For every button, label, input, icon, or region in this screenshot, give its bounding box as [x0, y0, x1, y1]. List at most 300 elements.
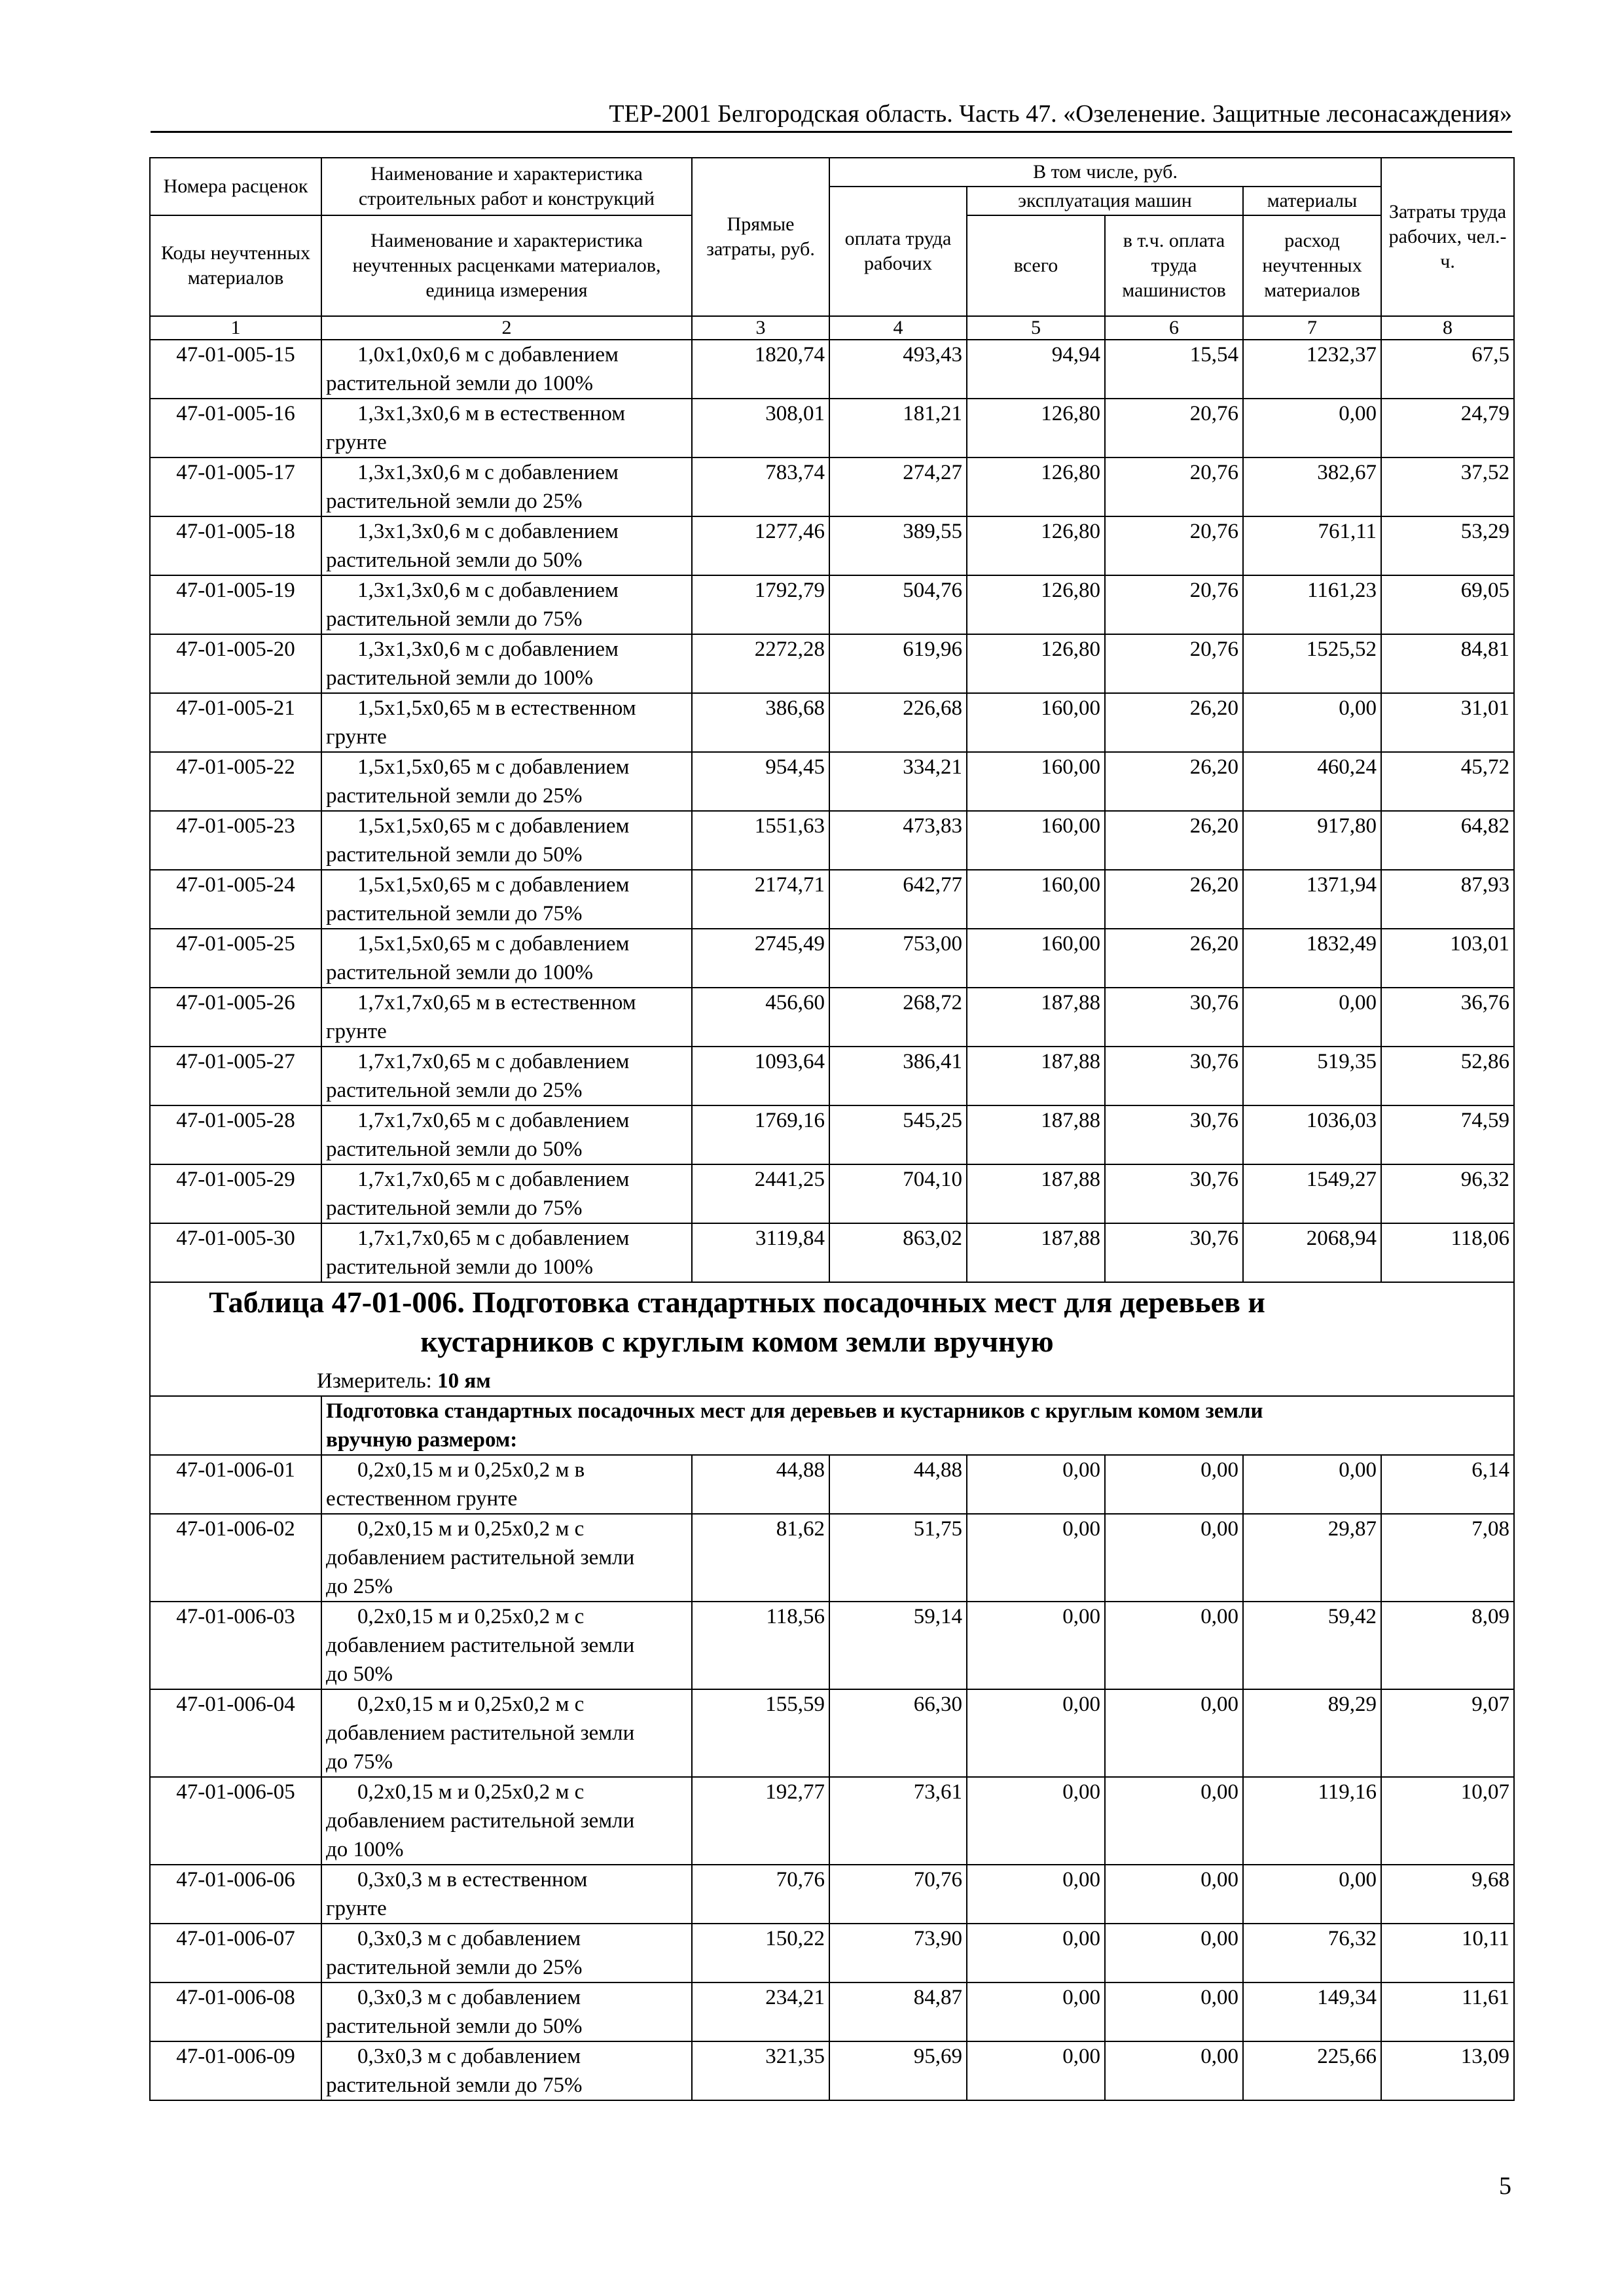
- rate-code: 47-01-005-29: [150, 1164, 321, 1223]
- section-title: [154, 1283, 1320, 1361]
- work-name-line: до 50%: [326, 1662, 393, 1686]
- machinists-pay: 0,00: [1105, 1514, 1243, 1602]
- rate-code: 47-01-005-15: [150, 340, 321, 399]
- machinists-pay: 0,00: [1105, 1865, 1243, 1924]
- work-name: [321, 2041, 692, 2100]
- direct-cost: 44,88: [692, 1455, 829, 1514]
- work-name-line: грунте: [326, 1897, 387, 1920]
- work-name-line: до 75%: [326, 1750, 393, 1774]
- column-number: 5: [967, 316, 1105, 340]
- direct-cost: 1093,64: [692, 1047, 829, 1105]
- table-row: [150, 1455, 1514, 1514]
- labor-pay: 274,27: [829, 457, 967, 516]
- machines-total: 160,00: [967, 929, 1105, 988]
- materials-cost: 519,35: [1243, 1047, 1381, 1105]
- machines-total: 126,80: [967, 399, 1105, 457]
- materials-cost: 382,67: [1243, 457, 1381, 516]
- machines-total: 94,94: [967, 340, 1105, 399]
- table-header: [150, 158, 1514, 340]
- labor-hours: 74,59: [1381, 1105, 1514, 1164]
- work-name: [321, 1924, 692, 1982]
- subheading-line: Подготовка стандартных посадочных мест для деревьев и кустарников с круглым комом земли: [326, 1399, 1263, 1423]
- machines-total: 0,00: [967, 1689, 1105, 1777]
- table-row: [150, 752, 1514, 811]
- labor-pay: 95,69: [829, 2041, 967, 2100]
- rate-code: 47-01-006-07: [150, 1924, 321, 1982]
- column-number: 8: [1381, 316, 1514, 340]
- col-header-direct: Прямые затраты, руб.: [692, 158, 829, 316]
- work-name-line: растительной земли до 25%: [326, 1079, 583, 1102]
- machines-total: 0,00: [967, 1982, 1105, 2041]
- work-name-line: растительной земли до 50%: [326, 1138, 583, 1161]
- work-name: [321, 929, 692, 988]
- labor-pay: 59,14: [829, 1602, 967, 1689]
- section-title-line: кустарников с круглым комом земли вручную: [420, 1325, 1054, 1358]
- machinists-pay: 26,20: [1105, 811, 1243, 870]
- direct-cost: 2174,71: [692, 870, 829, 929]
- work-name-line: 1,7х1,7х0,65 м с добавлением: [357, 1050, 630, 1073]
- col-header-unaccounted-name: Наименование и характеристика неучтенных расценками материалов, единица измерения: [321, 215, 692, 316]
- labor-pay: 84,87: [829, 1982, 967, 2041]
- page-number: 5: [1499, 2172, 1511, 2200]
- work-name: [321, 340, 692, 399]
- col-header-name: Наименование и характеристика строительных работ и конструкций: [321, 158, 692, 215]
- direct-cost: 2272,28: [692, 634, 829, 693]
- labor-hours: 67,5: [1381, 340, 1514, 399]
- direct-cost: 1820,74: [692, 340, 829, 399]
- col-header-labor-pay: оплата труда рабочих: [829, 187, 967, 316]
- direct-cost: 81,62: [692, 1514, 829, 1602]
- labor-pay: 51,75: [829, 1514, 967, 1602]
- rate-code: 47-01-006-03: [150, 1602, 321, 1689]
- col-header-machines-total: всего: [967, 215, 1105, 316]
- labor-hours: 53,29: [1381, 516, 1514, 575]
- labor-hours: 103,01: [1381, 929, 1514, 988]
- work-name-line: растительной земли до 50%: [326, 2015, 583, 2038]
- direct-cost: 456,60: [692, 988, 829, 1047]
- work-name-line: растительной земли до 25%: [326, 784, 583, 808]
- labor-hours: 10,11: [1381, 1924, 1514, 1982]
- work-name-line: растительной земли до 100%: [326, 666, 594, 690]
- machinists-pay: 0,00: [1105, 1924, 1243, 1982]
- machines-total: 0,00: [967, 2041, 1105, 2100]
- work-name-line: 1,5х1,5х0,65 м в естественном: [357, 696, 636, 720]
- work-name-line: 0,3х0,3 м с добавлением: [357, 2045, 581, 2068]
- rate-code: 47-01-006-08: [150, 1982, 321, 2041]
- labor-hours: 64,82: [1381, 811, 1514, 870]
- materials-cost: 1525,52: [1243, 634, 1381, 693]
- work-name: [321, 1047, 692, 1105]
- measure-unit: [154, 1367, 1509, 1395]
- rates-table: [149, 157, 1515, 2101]
- labor-pay: 704,10: [829, 1164, 967, 1223]
- rate-code: 47-01-005-18: [150, 516, 321, 575]
- work-name-line: 1,7х1,7х0,65 м с добавлением: [357, 1227, 630, 1250]
- materials-cost: 0,00: [1243, 693, 1381, 752]
- rate-code: 47-01-006-02: [150, 1514, 321, 1602]
- work-name-line: до 100%: [326, 1838, 404, 1861]
- labor-pay: 473,83: [829, 811, 967, 870]
- materials-cost: 76,32: [1243, 1924, 1381, 1982]
- work-name-line: 1,7х1,7х0,65 м с добавлением: [357, 1109, 630, 1132]
- section-title-cell: [150, 1282, 1514, 1396]
- work-name-line: 0,3х0,3 м с добавлением: [357, 1986, 581, 2009]
- labor-hours: 9,07: [1381, 1689, 1514, 1777]
- labor-pay: 504,76: [829, 575, 967, 634]
- column-number: 2: [321, 316, 692, 340]
- work-name-line: 0,2х0,15 м и 0,25х0,2 м с: [357, 1517, 585, 1541]
- machines-total: 0,00: [967, 1514, 1105, 1602]
- work-name-line: добавлением растительной земли: [326, 1721, 635, 1745]
- direct-cost: 1551,63: [692, 811, 829, 870]
- direct-cost: 118,56: [692, 1602, 829, 1689]
- section-006-heading: [150, 1282, 1514, 1455]
- machines-total: 160,00: [967, 752, 1105, 811]
- table-row: [150, 1982, 1514, 2041]
- materials-cost: 460,24: [1243, 752, 1381, 811]
- labor-pay: 619,96: [829, 634, 967, 693]
- col-header-materials-group: материалы: [1243, 187, 1381, 215]
- table-row: [150, 988, 1514, 1047]
- materials-cost: 225,66: [1243, 2041, 1381, 2100]
- work-name: [321, 988, 692, 1047]
- rate-code: 47-01-005-20: [150, 634, 321, 693]
- work-name: [321, 1602, 692, 1689]
- work-name-line: растительной земли до 75%: [326, 902, 583, 925]
- rate-code: 47-01-005-19: [150, 575, 321, 634]
- work-name-line: грунте: [326, 1020, 387, 1043]
- labor-pay: 73,90: [829, 1924, 967, 1982]
- machinists-pay: 15,54: [1105, 340, 1243, 399]
- labor-pay: 863,02: [829, 1223, 967, 1282]
- machinists-pay: 26,20: [1105, 929, 1243, 988]
- work-name-line: 1,3х1,3х0,6 м в естественном: [357, 402, 626, 425]
- labor-pay: 642,77: [829, 870, 967, 929]
- labor-hours: 9,68: [1381, 1865, 1514, 1924]
- work-name: [321, 811, 692, 870]
- table-body-006: [150, 1455, 1514, 2100]
- work-name-line: растительной земли до 75%: [326, 2073, 583, 2097]
- labor-pay: 545,25: [829, 1105, 967, 1164]
- direct-cost: 783,74: [692, 457, 829, 516]
- machinists-pay: 20,76: [1105, 634, 1243, 693]
- work-name-line: 1,0х1,0х0,6 м с добавлением: [357, 343, 619, 367]
- labor-hours: 52,86: [1381, 1047, 1514, 1105]
- machines-total: 0,00: [967, 1455, 1105, 1514]
- machinists-pay: 26,20: [1105, 870, 1243, 929]
- machinists-pay: 0,00: [1105, 1455, 1243, 1514]
- machines-total: 126,80: [967, 457, 1105, 516]
- direct-cost: 2745,49: [692, 929, 829, 988]
- table-row: [150, 1223, 1514, 1282]
- work-name: [321, 1982, 692, 2041]
- materials-cost: 0,00: [1243, 1455, 1381, 1514]
- work-name-line: естественном грунте: [326, 1487, 518, 1511]
- column-number: 1: [150, 316, 321, 340]
- table-row: [150, 1865, 1514, 1924]
- work-name-line: 1,3х1,3х0,6 м с добавлением: [357, 579, 619, 602]
- labor-hours: 37,52: [1381, 457, 1514, 516]
- machinists-pay: 30,76: [1105, 1047, 1243, 1105]
- machinists-pay: 30,76: [1105, 1223, 1243, 1282]
- labor-pay: 73,61: [829, 1777, 967, 1865]
- work-name-line: 1,7х1,7х0,65 м в естественном: [357, 991, 636, 1014]
- machines-total: 160,00: [967, 693, 1105, 752]
- machinists-pay: 0,00: [1105, 1602, 1243, 1689]
- work-name-line: грунте: [326, 725, 387, 749]
- table-row: [150, 1164, 1514, 1223]
- table-row: [150, 1924, 1514, 1982]
- col-header-unaccounted-codes: Коды неучтенных материалов: [150, 215, 321, 316]
- work-name-line: грунте: [326, 431, 387, 454]
- machinists-pay: 20,76: [1105, 516, 1243, 575]
- work-name-line: добавлением растительной земли: [326, 1634, 635, 1657]
- machines-total: 126,80: [967, 516, 1105, 575]
- work-name-line: растительной земли до 100%: [326, 372, 594, 395]
- work-name-line: добавлением растительной земли: [326, 1546, 635, 1570]
- work-name: [321, 1514, 692, 1602]
- machinists-pay: 20,76: [1105, 399, 1243, 457]
- subheading-line: вручную размером:: [326, 1428, 518, 1452]
- machinists-pay: 30,76: [1105, 1105, 1243, 1164]
- table-row: [150, 2041, 1514, 2100]
- machines-total: 160,00: [967, 870, 1105, 929]
- work-name-line: 0,3х0,3 м в естественном: [357, 1868, 588, 1892]
- rate-code: 47-01-005-17: [150, 457, 321, 516]
- rate-code: 47-01-005-16: [150, 399, 321, 457]
- work-name: [321, 516, 692, 575]
- work-name: [321, 1105, 692, 1164]
- labor-pay: 386,41: [829, 1047, 967, 1105]
- work-name-line: 1,3х1,3х0,6 м с добавлением: [357, 520, 619, 543]
- work-name-line: 1,5х1,5х0,65 м с добавлением: [357, 755, 630, 779]
- direct-cost: 1769,16: [692, 1105, 829, 1164]
- work-name: [321, 634, 692, 693]
- work-name: [321, 399, 692, 457]
- labor-hours: 8,09: [1381, 1602, 1514, 1689]
- table-row: [150, 1105, 1514, 1164]
- labor-pay: 66,30: [829, 1689, 967, 1777]
- labor-pay: 334,21: [829, 752, 967, 811]
- machines-total: 187,88: [967, 1105, 1105, 1164]
- labor-hours: 45,72: [1381, 752, 1514, 811]
- rate-code: 47-01-005-26: [150, 988, 321, 1047]
- table-row: [150, 399, 1514, 457]
- work-name-line: растительной земли до 100%: [326, 1255, 594, 1279]
- col-header-machines-group: эксплуатация машин: [967, 187, 1243, 215]
- work-name: [321, 752, 692, 811]
- labor-hours: 96,32: [1381, 1164, 1514, 1223]
- materials-cost: 0,00: [1243, 988, 1381, 1047]
- direct-cost: 308,01: [692, 399, 829, 457]
- table-row: [150, 1514, 1514, 1602]
- direct-cost: 321,35: [692, 2041, 829, 2100]
- column-number: 7: [1243, 316, 1381, 340]
- machinists-pay: 0,00: [1105, 1689, 1243, 1777]
- table-row: [150, 929, 1514, 988]
- rate-code: 47-01-006-09: [150, 2041, 321, 2100]
- direct-cost: 2441,25: [692, 1164, 829, 1223]
- labor-pay: 753,00: [829, 929, 967, 988]
- machinists-pay: 0,00: [1105, 1777, 1243, 1865]
- table-row: [150, 693, 1514, 752]
- col-header-labor-hours: Затраты труда рабочих, чел.-ч.: [1381, 158, 1514, 316]
- labor-hours: 6,14: [1381, 1455, 1514, 1514]
- machinists-pay: 26,20: [1105, 752, 1243, 811]
- table-row: [150, 634, 1514, 693]
- labor-hours: 10,07: [1381, 1777, 1514, 1865]
- work-name-line: до 25%: [326, 1575, 393, 1598]
- work-name-line: добавлением растительной земли: [326, 1809, 635, 1833]
- table-row: [150, 811, 1514, 870]
- work-name-line: растительной земли до 25%: [326, 1956, 583, 1979]
- work-name: [321, 693, 692, 752]
- machinists-pay: 30,76: [1105, 988, 1243, 1047]
- work-name: [321, 575, 692, 634]
- labor-hours: 24,79: [1381, 399, 1514, 457]
- column-number: 6: [1105, 316, 1243, 340]
- direct-cost: 70,76: [692, 1865, 829, 1924]
- rate-code: 47-01-006-05: [150, 1777, 321, 1865]
- labor-pay: 226,68: [829, 693, 967, 752]
- labor-pay: 493,43: [829, 340, 967, 399]
- work-name-line: 1,7х1,7х0,65 м с добавлением: [357, 1168, 630, 1191]
- table-row: [150, 870, 1514, 929]
- machinists-pay: 0,00: [1105, 2041, 1243, 2100]
- rate-code: 47-01-006-04: [150, 1689, 321, 1777]
- labor-hours: 118,06: [1381, 1223, 1514, 1282]
- work-name-line: растительной земли до 50%: [326, 843, 583, 867]
- table-row: [150, 1602, 1514, 1689]
- direct-cost: 954,45: [692, 752, 829, 811]
- direct-cost: 3119,84: [692, 1223, 829, 1282]
- machines-total: 0,00: [967, 1865, 1105, 1924]
- table-row: [150, 1689, 1514, 1777]
- materials-cost: 1371,94: [1243, 870, 1381, 929]
- machinists-pay: 0,00: [1105, 1982, 1243, 2041]
- materials-cost: 59,42: [1243, 1602, 1381, 1689]
- materials-cost: 149,34: [1243, 1982, 1381, 2041]
- work-name-line: 1,5х1,5х0,65 м с добавлением: [357, 873, 630, 897]
- work-name: [321, 457, 692, 516]
- rate-code: 47-01-005-25: [150, 929, 321, 988]
- labor-hours: 69,05: [1381, 575, 1514, 634]
- work-name-line: растительной земли до 50%: [326, 548, 583, 572]
- machines-total: 0,00: [967, 1777, 1105, 1865]
- column-number: 3: [692, 316, 829, 340]
- rate-code: 47-01-005-22: [150, 752, 321, 811]
- table-row: [150, 516, 1514, 575]
- direct-cost: 234,21: [692, 1982, 829, 2041]
- direct-cost: 192,77: [692, 1777, 829, 1865]
- table-row: [150, 575, 1514, 634]
- materials-cost: 1832,49: [1243, 929, 1381, 988]
- labor-pay: 268,72: [829, 988, 967, 1047]
- work-name-line: 0,2х0,15 м и 0,25х0,2 м с: [357, 1780, 585, 1804]
- materials-cost: 761,11: [1243, 516, 1381, 575]
- col-header-machinists-pay: в т.ч. оплата труда машинистов: [1105, 215, 1243, 316]
- materials-cost: 917,80: [1243, 811, 1381, 870]
- rate-code: 47-01-005-21: [150, 693, 321, 752]
- table-row: [150, 340, 1514, 399]
- materials-cost: 0,00: [1243, 1865, 1381, 1924]
- machines-total: 160,00: [967, 811, 1105, 870]
- work-name: [321, 1164, 692, 1223]
- work-name-line: 0,2х0,15 м и 0,25х0,2 м в: [357, 1458, 585, 1482]
- machinists-pay: 20,76: [1105, 457, 1243, 516]
- work-name: [321, 1223, 692, 1282]
- work-name-line: растительной земли до 75%: [326, 607, 583, 631]
- direct-cost: 155,59: [692, 1689, 829, 1777]
- materials-cost: 2068,94: [1243, 1223, 1381, 1282]
- labor-pay: 181,21: [829, 399, 967, 457]
- direct-cost: 386,68: [692, 693, 829, 752]
- rate-code: 47-01-005-24: [150, 870, 321, 929]
- running-title: ТЕР-2001 Белгородская область. Часть 47. «Озеленение. Защитные лесонасаждения»: [609, 100, 1512, 128]
- table-row: [150, 457, 1514, 516]
- labor-hours: 13,09: [1381, 2041, 1514, 2100]
- work-name-line: 1,3х1,3х0,6 м с добавлением: [357, 637, 619, 661]
- work-name-line: растительной земли до 25%: [326, 490, 583, 513]
- work-name-line: 0,2х0,15 м и 0,25х0,2 м с: [357, 1693, 585, 1716]
- column-number: 4: [829, 316, 967, 340]
- col-header-incl-group: В том числе, руб.: [829, 158, 1381, 187]
- materials-cost: 1161,23: [1243, 575, 1381, 634]
- col-header-codes: Номера расценок: [150, 158, 321, 215]
- col-header-unaccounted-materials: расход неучтенных материалов: [1243, 215, 1381, 316]
- labor-hours: 7,08: [1381, 1514, 1514, 1602]
- measure-unit-value: 10 ям: [437, 1369, 491, 1393]
- machinists-pay: 30,76: [1105, 1164, 1243, 1223]
- materials-cost: 89,29: [1243, 1689, 1381, 1777]
- table-body-005: [150, 340, 1514, 1282]
- direct-cost: 150,22: [692, 1924, 829, 1982]
- machines-total: 0,00: [967, 1924, 1105, 1982]
- machines-total: 126,80: [967, 634, 1105, 693]
- table-row: [150, 1777, 1514, 1865]
- work-name-line: растительной земли до 75%: [326, 1196, 583, 1220]
- work-name: [321, 870, 692, 929]
- materials-cost: 119,16: [1243, 1777, 1381, 1865]
- labor-hours: 87,93: [1381, 870, 1514, 929]
- machines-total: 187,88: [967, 1223, 1105, 1282]
- direct-cost: 1277,46: [692, 516, 829, 575]
- machinists-pay: 20,76: [1105, 575, 1243, 634]
- machines-total: 0,00: [967, 1602, 1105, 1689]
- rate-code: 47-01-005-28: [150, 1105, 321, 1164]
- rate-code: 47-01-005-27: [150, 1047, 321, 1105]
- machinists-pay: 26,20: [1105, 693, 1243, 752]
- materials-cost: 1036,03: [1243, 1105, 1381, 1164]
- work-name-line: 1,5х1,5х0,65 м с добавлением: [357, 814, 630, 838]
- work-name: [321, 1777, 692, 1865]
- work-name: [321, 1455, 692, 1514]
- labor-hours: 31,01: [1381, 693, 1514, 752]
- materials-cost: 29,87: [1243, 1514, 1381, 1602]
- work-name: [321, 1689, 692, 1777]
- work-name: [321, 1865, 692, 1924]
- rate-code: 47-01-006-01: [150, 1455, 321, 1514]
- labor-pay: 389,55: [829, 516, 967, 575]
- column-numbers-row: [150, 316, 1514, 340]
- labor-hours: 84,81: [1381, 634, 1514, 693]
- machines-total: 187,88: [967, 988, 1105, 1047]
- work-name-line: растительной земли до 100%: [326, 961, 594, 984]
- running-header: [151, 97, 1512, 133]
- labor-hours: 36,76: [1381, 988, 1514, 1047]
- direct-cost: 1792,79: [692, 575, 829, 634]
- subheading: [321, 1396, 1514, 1455]
